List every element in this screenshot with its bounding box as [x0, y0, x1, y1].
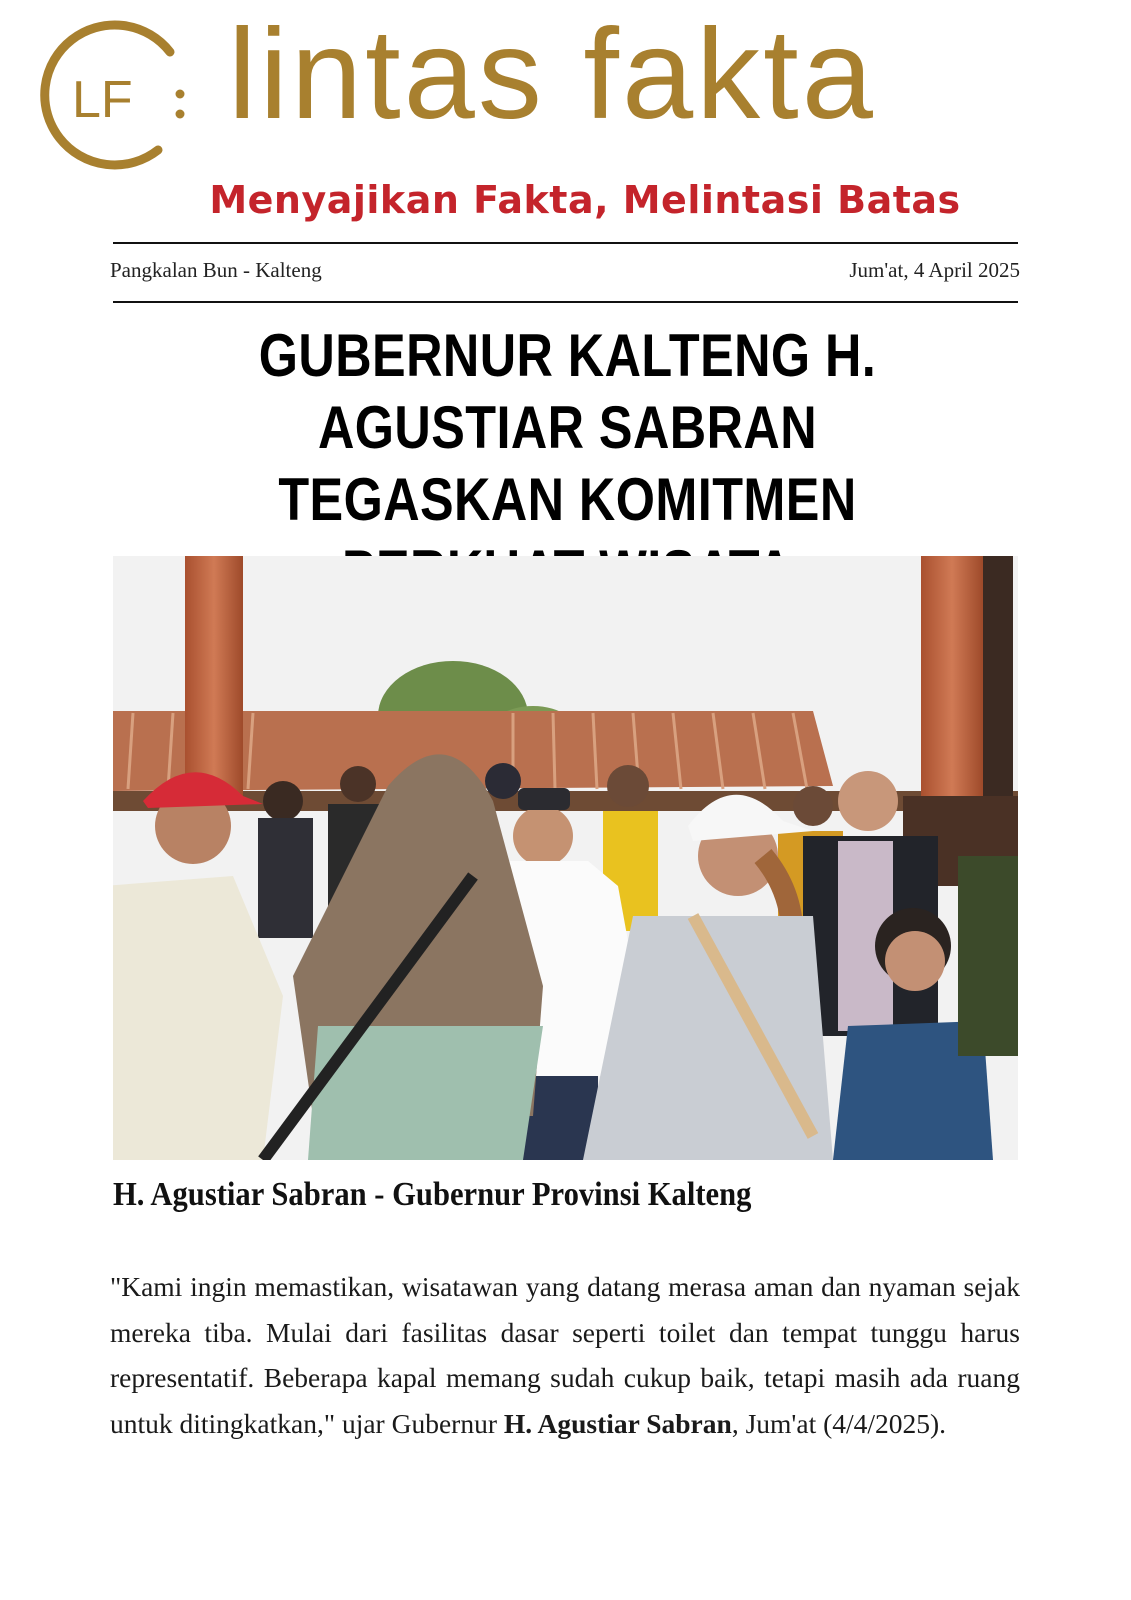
photo-illustration — [113, 556, 1018, 1160]
brand-name: lintas fakta — [228, 3, 876, 146]
bottom-divider — [113, 301, 1018, 303]
body-date: , Jum'at (4/4/2025). — [731, 1407, 947, 1439]
top-divider — [113, 242, 1018, 244]
dateline-date: Jum'at, 4 April 2025 — [849, 258, 1020, 282]
logo-initials: LF — [72, 71, 133, 129]
body-governor-name: H. Agustiar Sabran — [503, 1407, 732, 1439]
dateline — [110, 258, 1020, 288]
headline-line-2: TEGASKAN KOMITMEN — [278, 466, 857, 533]
article-body — [110, 1264, 1020, 1446]
headline-line-1: GUBERNUR KALTENG H. AGUSTIAR SABRAN — [258, 322, 877, 461]
lf-logo-icon — [30, 12, 195, 177]
body-quote: "Kami ingin memastikan, wisatawan yang datang merasa aman dan nyaman sejak mereka tiba. Mulai dari fasilitas dasar seperti toilet dan tempat tunggu harus representatif. Beberapa kapal memang sudah cukup baik, tetapi masih ada ruang untuk ditingkatkan," ujar Gubernur — [110, 1271, 1020, 1439]
photo-caption: H. Agustiar Sabran - Gubernur Provinsi Kalteng — [113, 1176, 752, 1213]
article-photo — [113, 556, 1018, 1160]
tagline: Menyajikan Fakta, Melintasi Batas — [209, 178, 961, 222]
dateline-location: Pangkalan Bun - Kalteng — [110, 258, 322, 282]
masthead — [0, 0, 1131, 240]
